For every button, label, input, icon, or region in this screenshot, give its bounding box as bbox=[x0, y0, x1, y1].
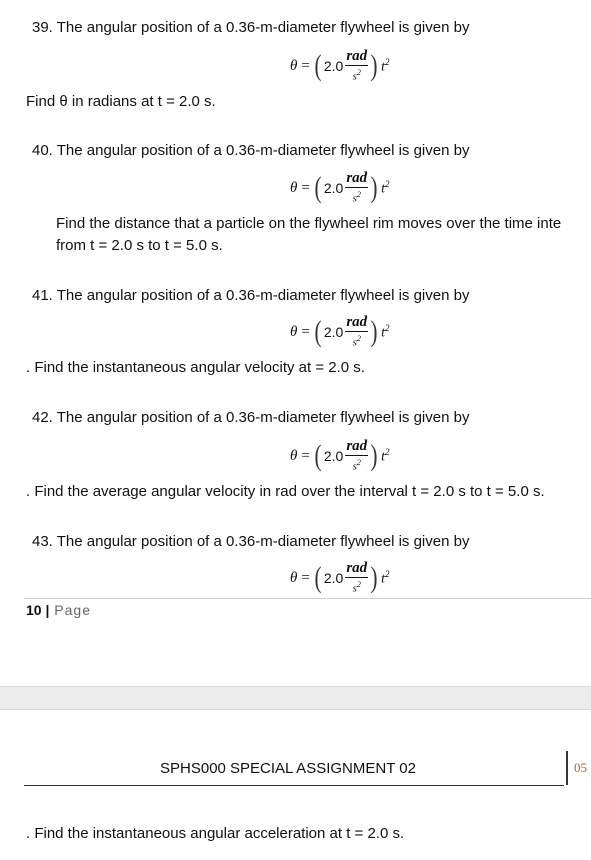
question-40-body-line1: Find the distance that a particle on the flywheel rim moves over the time inte bbox=[56, 215, 562, 232]
question-39-body: Find θ in radians at t = 2.0 s. bbox=[26, 93, 216, 110]
question-41-body: . Find the instantaneous angular velocity at = 2.0 s. bbox=[26, 359, 365, 376]
equation-q41: θ = ( 2.0 $\frac{\text{rad}}{s^2}$ ) $t^2$ bbox=[290, 314, 390, 349]
equation-q40: θ = ( 2.0 $\frac{\text{rad}}{s^2}$ ) $t^2$ bbox=[290, 170, 390, 205]
page-footer bbox=[26, 602, 91, 618]
header-underline bbox=[24, 785, 564, 786]
footer-divider bbox=[24, 598, 591, 599]
equation-q43: θ = ( 2.0 $\frac{\text{rad}}{s^2}$ ) $t^2$ bbox=[290, 560, 390, 595]
question-43-body: . Find the instantaneous angular acceleration at t = 2.0 s. bbox=[26, 825, 405, 842]
header-corner-number: 05 bbox=[574, 760, 587, 775]
equation-q42: θ = ( 2.0 $\frac{\text{rad}}{s^2}$ ) $t^2$ bbox=[290, 438, 390, 473]
question-43-heading: 43. The angular position of a 0.36-m-diameter flywheel is given by bbox=[32, 533, 470, 550]
question-40-heading: 40. The angular position of a 0.36-m-diameter flywheel is given by bbox=[32, 142, 470, 159]
equation-q39: θ = ( 2.0 $\frac{\text{rad}}{s^2}$ ) $t^2$ bbox=[290, 48, 390, 83]
question-42-body: . Find the average angular velocity in rad over the interval t = 2.0 s to t = 5.0 s. bbox=[26, 483, 545, 500]
question-39-heading: 39. The angular position of a 0.36-m-diameter flywheel is given by bbox=[32, 19, 470, 36]
next-page-header-title: SPHS000 SPECIAL ASSIGNMENT 02 bbox=[160, 760, 416, 777]
page-label: Page bbox=[49, 602, 91, 618]
page-number: 10 | bbox=[26, 602, 50, 618]
question-40-body-line2: from t = 2.0 s to t = 5.0 s. bbox=[56, 237, 223, 254]
question-42-heading: 42. The angular position of a 0.36-m-diameter flywheel is given by bbox=[32, 409, 470, 426]
question-41-heading: 41. The angular position of a 0.36-m-diameter flywheel is given by bbox=[32, 287, 470, 304]
page-gap bbox=[0, 686, 591, 710]
